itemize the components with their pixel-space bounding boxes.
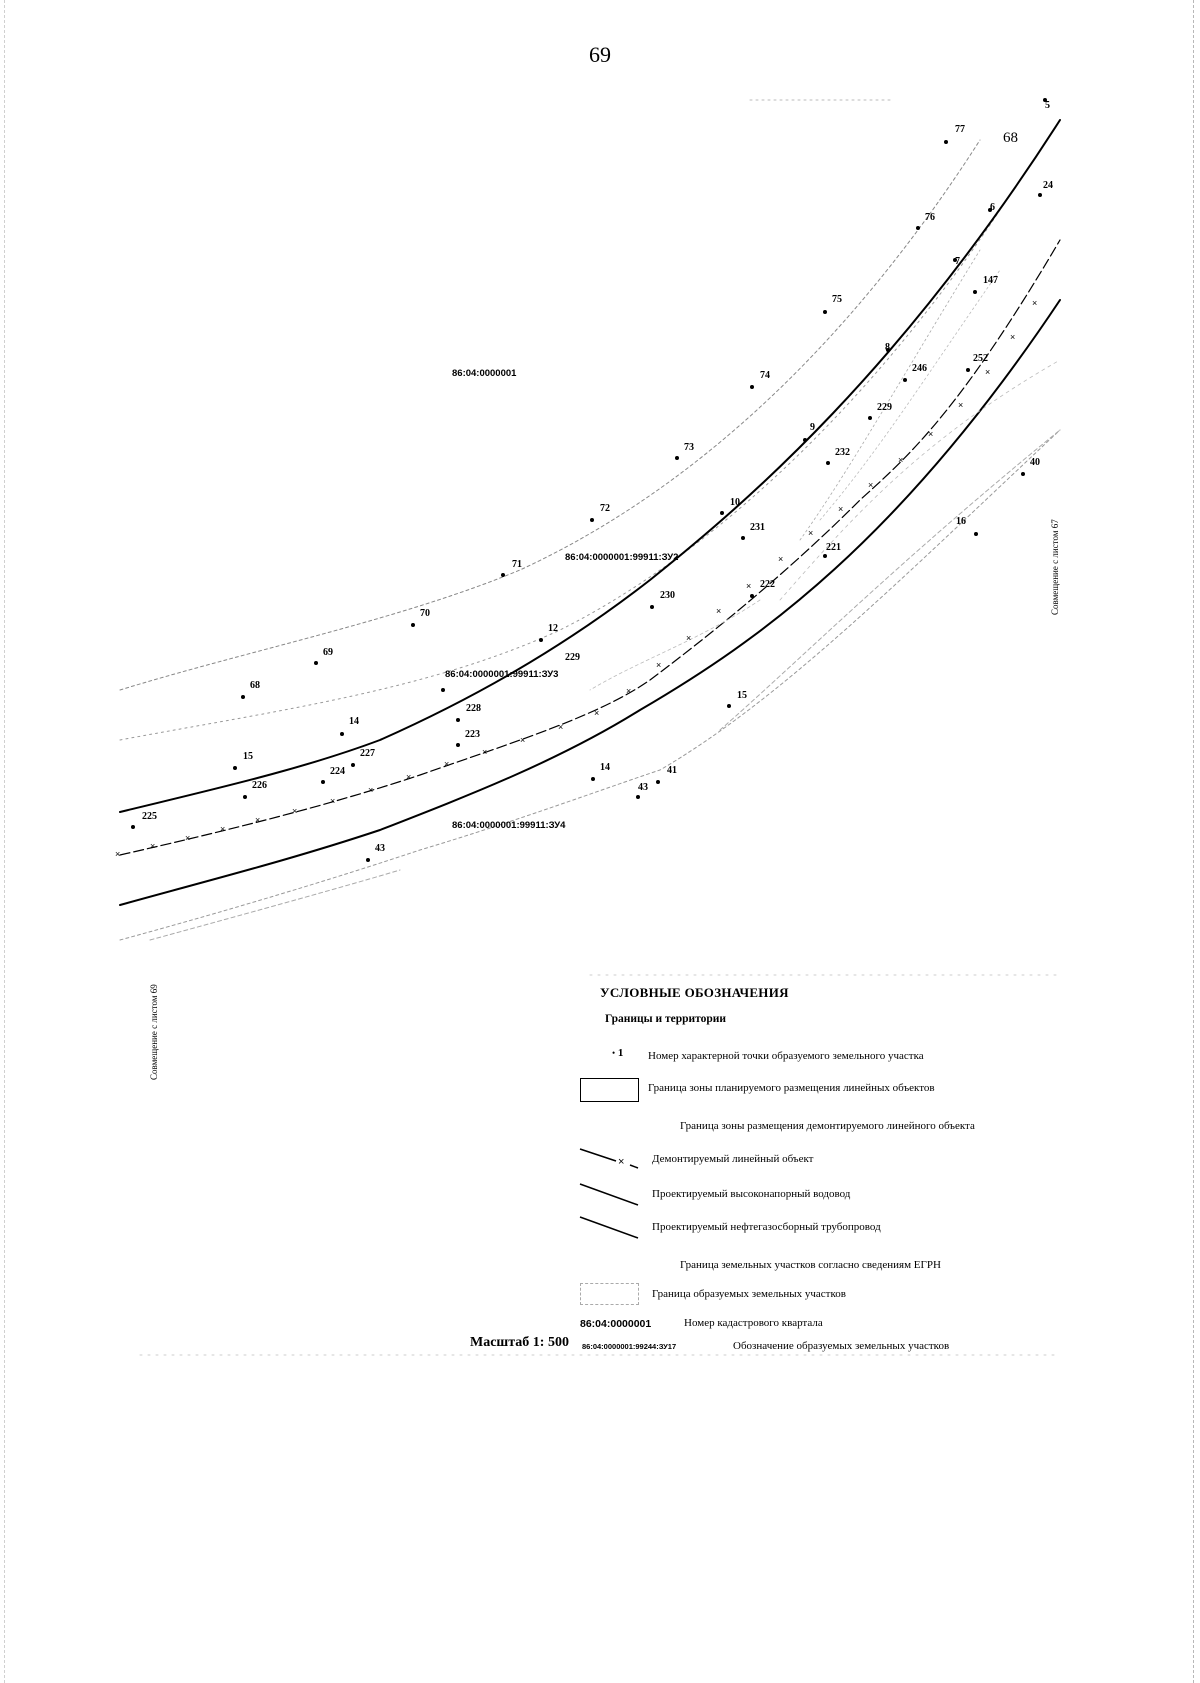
legend-item-6: Граница земельных участков согласно сведениям ЕГРН [680, 1259, 941, 1271]
point-label: 232 [835, 447, 850, 458]
characteristic-points [131, 98, 1053, 862]
legend-symbol-formed-plots [580, 1283, 639, 1305]
svg-text:×: × [330, 796, 336, 806]
legend-zu-text: Обозначение образуемых земельных участков [733, 1340, 950, 1352]
point-label: 230 [660, 590, 675, 601]
svg-text:×: × [482, 747, 488, 757]
svg-text:×: × [716, 606, 722, 616]
legend-symbol-oil-pipe [578, 1213, 643, 1243]
point-label: 5 [1045, 100, 1050, 111]
svg-text:×: × [1010, 332, 1016, 342]
svg-text:×: × [185, 833, 191, 843]
planned-zone-line-2 [120, 300, 1060, 905]
legend-item-3: Демонтируемый линейный объект [652, 1153, 814, 1165]
point-label: 8 [885, 342, 890, 353]
zu3-label: 86:04:0000001:99911:ЗУ3 [445, 669, 559, 680]
point-label: 224 [330, 766, 345, 777]
svg-text:×: × [406, 772, 412, 782]
svg-text:×: × [898, 455, 904, 465]
zu4-label: 86:04:0000001:99911:ЗУ4 [452, 820, 566, 831]
dismantled-line [120, 240, 1060, 855]
zu2-label: 86:04:0000001:99911:ЗУ2 [565, 552, 679, 563]
legend-symbol-water-pipe [578, 1180, 643, 1210]
point-label: 24 [1043, 180, 1053, 191]
point-label: 77 [955, 124, 965, 135]
svg-text:×: × [444, 759, 450, 769]
svg-text:×: × [520, 735, 526, 745]
svg-text:×: × [618, 1156, 625, 1168]
point-label: 228 [466, 703, 481, 714]
planned-zone-line-1 [120, 120, 1060, 812]
svg-text:×: × [558, 722, 564, 732]
page-number: 69 [589, 42, 611, 67]
svg-text:×: × [778, 554, 784, 564]
sheet-label-right: Совмещение с листом 67 [1050, 519, 1060, 615]
point-label: 40 [1030, 457, 1040, 468]
point-label: 68 [250, 680, 260, 691]
point-label: 223 [465, 729, 480, 740]
svg-text:×: × [808, 528, 814, 538]
svg-text:×: × [115, 849, 121, 859]
point-label: 227 [360, 748, 375, 759]
point-label: 10 [730, 497, 740, 508]
svg-text:×: × [656, 660, 662, 670]
point-label: 221 [826, 542, 841, 553]
svg-text:×: × [255, 815, 261, 825]
point-label: 7 [955, 256, 960, 267]
egrn-boundary-top [120, 140, 980, 690]
point-label: 15 [737, 690, 747, 701]
point-label: 43 [375, 843, 385, 854]
svg-text:×: × [686, 633, 692, 643]
formed-boundary-4 [820, 270, 1000, 520]
point-label: 74 [760, 370, 770, 381]
point-label: 229 [565, 652, 580, 663]
legend-zu-sample: 86:04:0000001:99244:ЗУ17 [582, 1342, 677, 1351]
svg-text:×: × [626, 686, 632, 696]
svg-text:×: × [292, 806, 298, 816]
egrn-boundary-upper [120, 210, 1000, 740]
legend-symbol-dismantled [578, 1145, 648, 1175]
point-label: 252 [973, 353, 988, 364]
point-label: 72 [600, 503, 610, 514]
point-label: 15 [243, 751, 253, 762]
point-label: 75 [832, 294, 842, 305]
svg-text:×: × [868, 480, 874, 490]
sheet-label-left: Совмещение с листом 69 [149, 984, 159, 1080]
point-label: 12 [548, 623, 558, 634]
point-label: 76 [925, 212, 935, 223]
svg-text:×: × [928, 429, 934, 439]
point-label: 226 [252, 780, 267, 791]
legend-item-0: Номер характерной точки образуемого земельного участка [648, 1050, 924, 1062]
svg-text:×: × [368, 785, 374, 795]
formed-boundary-5 [780, 360, 1060, 600]
legend-quarter-text: Номер кадастрового квартала [684, 1317, 823, 1329]
egrn-boundary-lower [120, 430, 1060, 940]
point-label: 73 [684, 442, 694, 453]
legend-title: УСЛОВНЫЕ ОБОЗНАЧЕНИЯ [600, 985, 789, 1000]
point-label: 69 [323, 647, 333, 658]
legend-quarter-sample: 86:04:0000001 [580, 1318, 652, 1330]
legend-item-7: Граница образуемых земельных участков [652, 1288, 846, 1300]
legend-item-5: Проектируемый нефтегазосборный трубопровод [652, 1221, 881, 1233]
point-label: 9 [810, 422, 815, 433]
dismantled-x-markers [115, 298, 1037, 859]
point-label: 222 [760, 579, 775, 590]
point-label: 70 [420, 608, 430, 619]
sheet-number-label: 68 [1003, 130, 1018, 146]
map-scale: Масштаб 1: 500 [470, 1335, 569, 1350]
svg-text:×: × [958, 400, 964, 410]
formed-boundary-1 [150, 870, 400, 940]
legend-symbol-planned-zone [580, 1078, 639, 1102]
svg-text:×: × [150, 841, 156, 851]
svg-text:×: × [746, 581, 752, 591]
point-label: 43 [638, 782, 648, 793]
svg-text:×: × [985, 367, 991, 377]
point-label: 246 [912, 363, 927, 374]
point-label: 16 [956, 516, 966, 527]
legend-point-symbol: • 1 [612, 1047, 624, 1059]
svg-text:×: × [220, 824, 226, 834]
svg-text:×: × [594, 708, 600, 718]
point-label: 225 [142, 811, 157, 822]
point-label: 229 [877, 402, 892, 413]
point-label: 41 [667, 765, 677, 776]
point-label: 6 [990, 202, 995, 213]
formed-boundary-3 [800, 250, 980, 540]
point-label: 231 [750, 522, 765, 533]
point-label: 14 [600, 762, 610, 773]
point-label: 147 [983, 275, 998, 286]
legend-item-4: Проектируемый высоконапорный водовод [652, 1188, 851, 1200]
legend-item-1: Граница зоны планируемого размещения линейных объектов [648, 1082, 935, 1094]
legend-item-2: Граница зоны размещения демонтируемого линейного объекта [680, 1120, 975, 1132]
svg-text:×: × [838, 504, 844, 514]
legend-subtitle: Границы и территории [605, 1013, 727, 1025]
point-label: 14 [349, 716, 359, 727]
point-label: 71 [512, 559, 522, 570]
quarter-label-main: 86:04:0000001 [452, 368, 517, 379]
svg-text:×: × [1032, 298, 1038, 308]
